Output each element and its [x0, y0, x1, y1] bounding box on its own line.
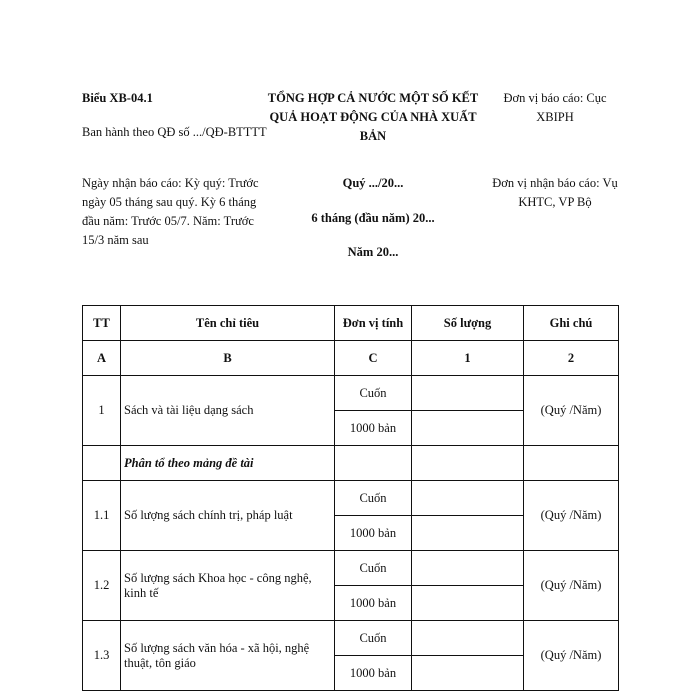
- section-note: [524, 446, 619, 481]
- quantity-cell: [412, 621, 524, 656]
- col-header-note: Ghi chú: [524, 306, 619, 341]
- report-unit: Đơn vị báo cáo: Cục XBIPH: [503, 91, 607, 124]
- unit-copies: 1000 bản: [335, 656, 412, 691]
- table-row: [83, 376, 619, 411]
- row-tt: 1.2: [83, 551, 121, 621]
- report-title: TỔNG HỢP CẢ NƯỚC MỘT SỐ KẾT QUẢ HOẠT ĐỘNG CỦA NHÀ XUẤT BẢN: [267, 91, 479, 143]
- quantity-cell: [412, 656, 524, 691]
- unit-copies: 1000 bản: [335, 586, 412, 621]
- section-row: [83, 446, 619, 481]
- row-note: (Quý /Năm): [524, 481, 619, 551]
- row-name: Số lượng sách Khoa học - công nghệ, kinh tế: [121, 551, 335, 621]
- period-year: Năm 20...: [347, 245, 399, 259]
- col-code-name: B: [121, 341, 335, 376]
- row-note: (Quý /Năm): [524, 621, 619, 691]
- col-header-quantity: Số lượng: [412, 306, 524, 341]
- col-header-tt: TT: [83, 306, 121, 341]
- receive-date: Ngày nhận báo cáo: Kỳ quý: Trước ngày 05 tháng sau quý. Kỳ 6 tháng đầu năm: Trước 05/7. Năm: Trước 15/3 năm sau: [82, 176, 259, 247]
- form-code: Biểu XB-04.1: [82, 91, 153, 105]
- unit-book: Cuốn: [335, 551, 412, 586]
- quantity-cell: [412, 376, 524, 411]
- unit-book: Cuốn: [335, 481, 412, 516]
- receiver-unit: Đơn vị nhận báo cáo: Vụ KHTC, VP Bộ: [492, 176, 618, 209]
- period-quarter: Quý .../20...: [342, 176, 404, 190]
- row-tt: 1.1: [83, 481, 121, 551]
- unit-book: Cuốn: [335, 621, 412, 656]
- section-quantity: [412, 446, 524, 481]
- col-code-tt: A: [83, 341, 121, 376]
- col-code-note: 2: [524, 341, 619, 376]
- quantity-cell: [412, 551, 524, 586]
- row-name: Số lượng sách văn hóa - xã hội, nghệ thuật, tôn giáo: [121, 621, 335, 691]
- quantity-cell: [412, 516, 524, 551]
- issued-by: Ban hành theo QĐ số .../QĐ-BTTTT: [82, 125, 267, 139]
- quantity-cell: [412, 481, 524, 516]
- row-tt: 1: [83, 376, 121, 446]
- code-row: [83, 341, 619, 376]
- quantity-cell: [412, 586, 524, 621]
- col-code-unit: C: [335, 341, 412, 376]
- table-row: [83, 621, 619, 656]
- row-tt: 1.3: [83, 621, 121, 691]
- quantity-cell: [412, 411, 524, 446]
- row-note: (Quý /Năm): [524, 376, 619, 446]
- row-name: Số lượng sách chính trị, pháp luật: [121, 481, 335, 551]
- row-name: Sách và tài liệu dạng sách: [121, 376, 335, 446]
- table-row: [83, 481, 619, 516]
- section-tt: [83, 446, 121, 481]
- row-note: (Quý /Năm): [524, 551, 619, 621]
- header-row: [83, 306, 619, 341]
- unit-book: Cuốn: [335, 376, 412, 411]
- stats-table: [82, 305, 619, 691]
- section-unit: [335, 446, 412, 481]
- col-header-unit: Đơn vị tính: [335, 306, 412, 341]
- unit-copies: 1000 bản: [335, 516, 412, 551]
- col-header-name: Tên chỉ tiêu: [121, 306, 335, 341]
- table-row: [83, 551, 619, 586]
- period-half: 6 tháng (đầu năm) 20...: [311, 211, 435, 225]
- section-label: Phân tổ theo mảng đề tài: [121, 446, 335, 481]
- unit-copies: 1000 bản: [335, 411, 412, 446]
- col-code-quantity: 1: [412, 341, 524, 376]
